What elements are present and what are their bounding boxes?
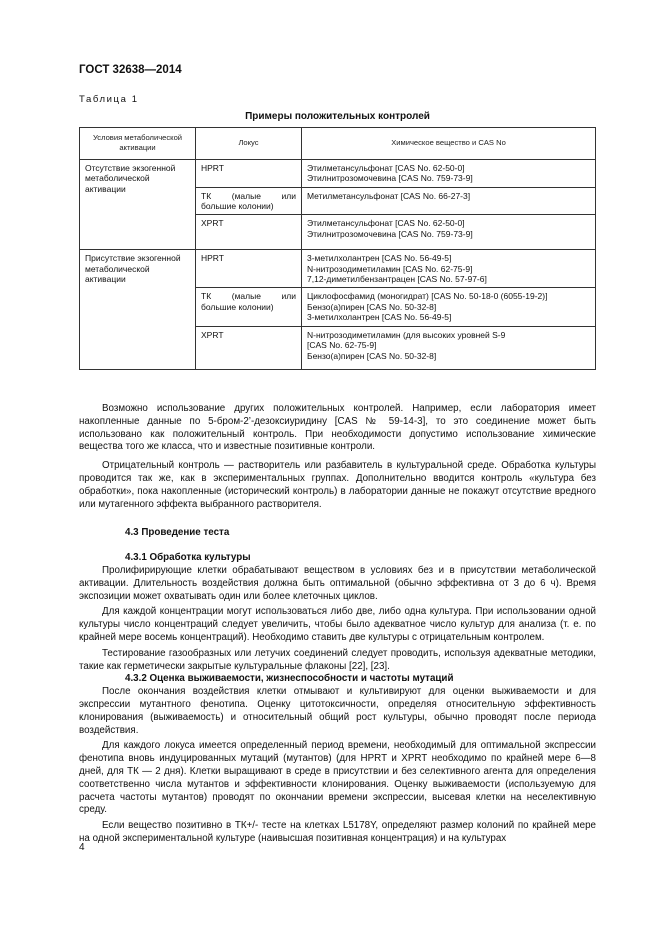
table-header-row <box>80 128 596 160</box>
paragraph: Тестирование газообразных или летучих соединений следует проводить, используя адекватные методики, такие как герметически закрытые культуральные флаконы [22], [23]. <box>79 647 596 672</box>
paragraph: Пролифирирующие клетки обрабатывают веществом в условиях без и в присутствии метаболической активации. Длительность воздействия должна быть оптимальной (обычно эффективна от 3 до 6 ч). Время экспозиции может охватывать один или более клеточных циклов. <box>79 564 596 602</box>
chemical-line: 3-метилхолантрен [CAS No. 56-49-5] <box>307 253 452 264</box>
chemical-line: Этилметансульфонат [CAS No. 62-50-0] <box>307 162 465 173</box>
locus-cell: HPRT <box>196 250 302 288</box>
section-heading: 4.3 Проведение теста <box>125 527 230 539</box>
paragraph: Для каждого локуса имеется определенный период времени, необходимый для оптимальной экспрессии фенотипа вновь индуцированных мутаций (мутантов) (для HPRT и XPRT необходимо по крайней мере 6—8 дней, для ТК — 2 дня). Клетки выращивают в среде в присутствии и без селективного агента для определения соответственно числа мутантов и эффективности клонирования. Оценку выживаемости (используемую для расчета частоты мутантов) проводят по окончании времени экспрессии, высевая клетки на неселективную среду. <box>79 740 596 816</box>
condition-cell: Присутствие экзогенной метаболической активации <box>80 250 196 370</box>
table-row <box>80 250 596 288</box>
chemical-line: 7,12-диметилбензантрацен [CAS No. 57-97-6] <box>307 274 487 285</box>
chemical-cell <box>302 187 596 215</box>
locus-cell: XPRT <box>196 326 302 369</box>
chemical-line: N-нитрозодиметиламин (для высоких уровней S-9 <box>307 329 506 340</box>
locus-text: большие колонии) <box>201 201 274 212</box>
chemical-line: Метилметансульфонат [CAS No. 66-27-3] <box>307 190 471 201</box>
locus-text: ТК <box>201 291 212 302</box>
chemical-cell <box>302 215 596 250</box>
paragraph: После окончания воздействия клетки отмывают и культивируют для оценки выживаемости и для экспрессии мутантного фенотипа. Оценку цитотоксичности, определяя относительную эффективность клонирования (выживаемость) и относительный общий рост культуры, обычно проводят после периода воздействия. <box>79 686 596 736</box>
chemical-line: Этилнитрозомочевина [CAS No. 759-73-9] <box>307 228 473 239</box>
chemical-cell <box>302 250 596 288</box>
chemical-cell <box>302 288 596 326</box>
chemical-cell <box>302 326 596 369</box>
locus-text: большие колонии) <box>201 301 274 312</box>
paragraph: Если вещество позитивно в ТК+/- тесте на клетках L5178Y, определяют размер колоний по крайней мере на одной экспериментальной культуре (наивысшая позитивная концентрация) и на культурах <box>79 820 596 844</box>
chemical-line: 3-метилхолантрен [CAS No. 56-49-5] <box>307 312 452 323</box>
document-header: ГОСТ 32638—2014 <box>79 64 182 76</box>
locus-cell <box>196 288 302 326</box>
locus-text: ТК <box>201 190 212 201</box>
locus-cell: HPRT <box>196 159 302 187</box>
subsection-heading: 4.3.2 Оценка выживаемости, жизнеспособности и частоты мутаций <box>125 673 454 685</box>
locus-text: (малые <box>231 291 261 302</box>
chemical-line: Циклофосфамид (моногидрат) [CAS No. 50-18-0 (6055-19-2)] <box>307 291 548 302</box>
subsection-heading: 4.3.1 Обработка культуры <box>125 552 251 564</box>
body-text <box>79 403 596 846</box>
locus-text: или <box>281 291 296 302</box>
positive-controls-table <box>79 127 596 370</box>
chemical-cell <box>302 159 596 187</box>
locus-cell <box>196 187 302 215</box>
locus-text: или <box>281 190 296 201</box>
chemical-line: [CAS No. 62-75-9] <box>307 340 377 351</box>
chemical-line: Бензо(а)пирен [CAS No. 50-32-8] <box>307 301 437 312</box>
table-title: Примеры положительных контролей <box>245 111 430 122</box>
chemical-line: Этилметансульфонат [CAS No. 62-50-0] <box>307 218 465 229</box>
column-header: Локус <box>196 128 302 160</box>
table-row <box>80 159 596 187</box>
chemical-line: Бензо(а)пирен [CAS No. 50-32-8] <box>307 350 437 361</box>
column-header: Химическое вещество и CAS No <box>302 128 596 160</box>
chemical-line: Этилнитрозомочевина [CAS No. 759-73-9] <box>307 173 473 184</box>
locus-cell: XPRT <box>196 215 302 250</box>
table-label: Таблица 1 <box>79 94 139 105</box>
chemical-line: N-нитрозодиметиламин [CAS No. 62-75-9] <box>307 263 473 274</box>
paragraph: Возможно использование других положительных контролей. Например, если лаборатория имеет накопленные данные по 5-бром-2’-дезоксиуридину [CAS № 59-14-3], то это соединение может быть использовано как положительный контроль. При необходимости допустимо использование химические вещества того же класса, что и известные позитивные контроли. <box>79 403 596 453</box>
condition-cell: Отсутствие экзогенной метаболической активации <box>80 159 196 249</box>
locus-text: (малые <box>231 190 261 201</box>
column-header: Условия метаболической активации <box>80 128 196 160</box>
page-number: 4 <box>79 842 85 853</box>
paragraph: Для каждой концентрации могут использоваться либо две, либо одна культура. При использовании одной культуры число концентраций следует увеличить, чтобы было адекватное число культур для анализа (т. е. по крайней мере восемь концентраций). Необходимо ставить две культуры с отрицательным контролем. <box>79 606 596 643</box>
paragraph: Отрицательный контроль — растворитель или разбавитель в культуральной среде. Обработка культуры проводится так же, как в экспериментальных группах. Дополнительно вводится контроль «культура без обработки», пока накопленные (исторический контроль) в лаборатории данные не покажут отсутствие вредного или мутагенного эффекта выбранного растворителя. <box>79 460 596 510</box>
